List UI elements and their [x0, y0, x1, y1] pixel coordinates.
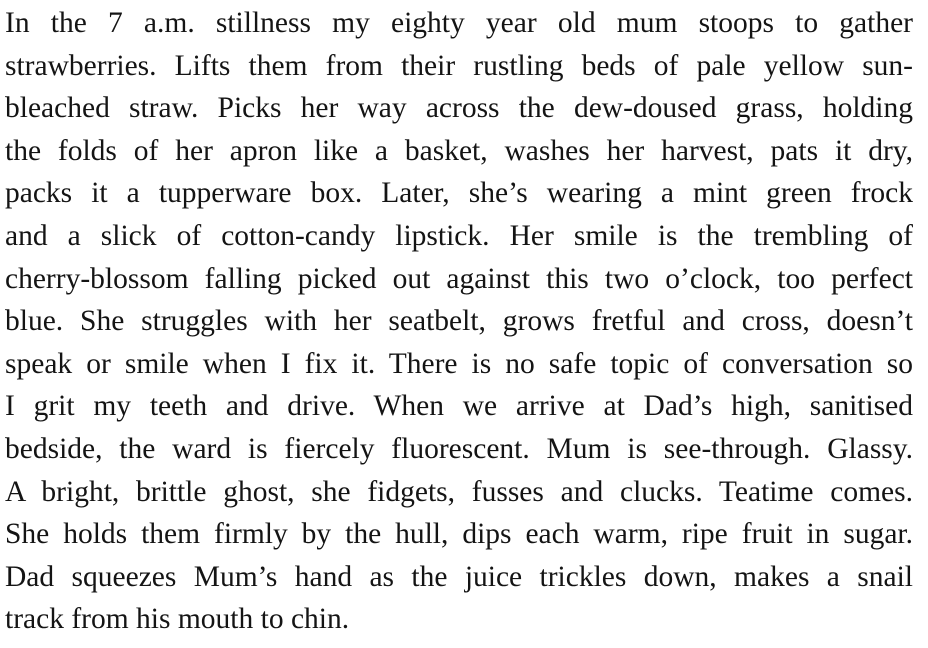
text-line: blue. She struggles with her seatbelt, grows fretful and cross, doesn’t: [5, 305, 913, 338]
text-line: bleached straw. Picks her way across the dew-doused grass, holding: [5, 92, 913, 125]
text-line: In the 7 a.m. stillness my eighty year old mum stoops to gather: [5, 7, 913, 39]
text-line: cherry-blossom falling picked out against this two o’clock, too perfect: [5, 262, 913, 295]
text-line: I grit my teeth and drive. When we arrive at Dad’s high, sanitised: [5, 390, 913, 423]
text-line: Dad squeezes Mum’s hand as the juice trickles down, makes a snail: [5, 560, 913, 593]
text-line: the folds of her apron like a basket, washes her harvest, pats it dry,: [5, 134, 913, 167]
prose-paragraph: [5, 2, 913, 641]
text-line: bedside, the ward is fiercely fluorescent. Mum is see-through. Glassy.: [5, 432, 913, 465]
text-line-last: track from his mouth to chin.: [5, 603, 350, 636]
text-line: A bright, brittle ghost, she fidgets, fusses and clucks. Teatime comes.: [5, 475, 913, 508]
text-line: packs it a tupperware box. Later, she’s wearing a mint green frock: [5, 177, 913, 210]
text-line: and a slick of cotton-candy lipstick. Her smile is the trembling of: [5, 219, 913, 252]
text-line: strawberries. Lifts them from their rustling beds of pale yellow sun-: [5, 49, 913, 82]
text-line: She holds them firmly by the hull, dips each warm, ripe fruit in sugar.: [5, 518, 913, 551]
text-line: speak or smile when I fix it. There is no safe topic of conversation so: [5, 347, 913, 380]
